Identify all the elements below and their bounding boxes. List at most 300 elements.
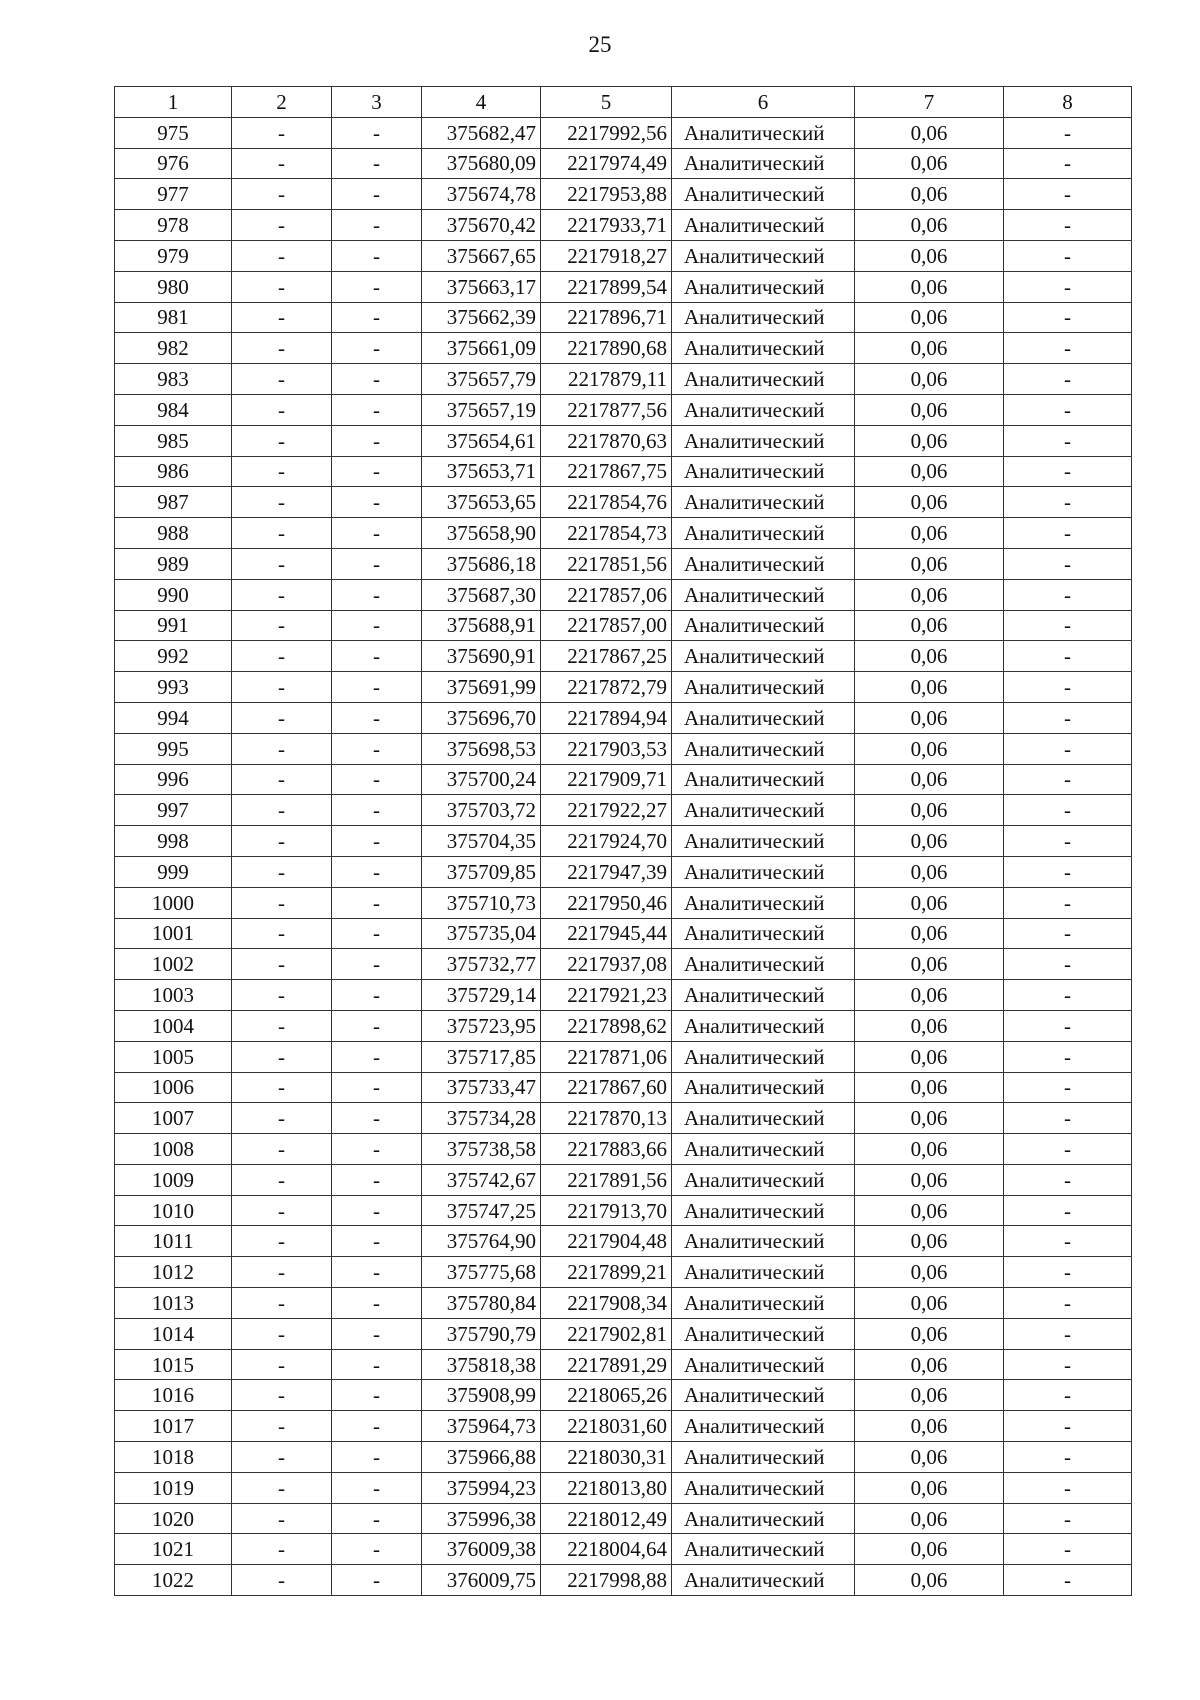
column-8-value-cell: - <box>1004 856 1132 887</box>
table-row <box>115 271 1132 302</box>
column-8-value-cell: - <box>1004 1472 1132 1503</box>
accuracy-cell: 0,06 <box>855 487 1004 518</box>
column-8-value-cell: - <box>1004 764 1132 795</box>
method-cell: Аналитический <box>672 425 855 456</box>
column-3-value-cell: - <box>332 302 422 333</box>
table-row <box>115 117 1132 148</box>
y-coordinate-cell: 2217870,63 <box>541 425 672 456</box>
column-3-value-cell: - <box>332 394 422 425</box>
table-row <box>115 949 1132 980</box>
column-2-value-cell: - <box>232 1226 332 1257</box>
point-number-cell: 1013 <box>115 1288 232 1319</box>
method-cell: Аналитический <box>672 487 855 518</box>
column-header-7: 7 <box>855 87 1004 118</box>
x-coordinate-cell: 375709,85 <box>422 856 541 887</box>
column-3-value-cell: - <box>332 271 422 302</box>
column-3-value-cell: - <box>332 240 422 271</box>
table-row <box>115 1318 1132 1349</box>
column-8-value-cell: - <box>1004 148 1132 179</box>
y-coordinate-cell: 2217921,23 <box>541 980 672 1011</box>
accuracy-cell: 0,06 <box>855 1226 1004 1257</box>
column-8-value-cell: - <box>1004 333 1132 364</box>
column-2-value-cell: - <box>232 117 332 148</box>
column-2-value-cell: - <box>232 1472 332 1503</box>
accuracy-cell: 0,06 <box>855 1072 1004 1103</box>
column-2-value-cell: - <box>232 1164 332 1195</box>
method-cell: Аналитический <box>672 1565 855 1596</box>
table-row <box>115 1534 1132 1565</box>
method-cell: Аналитический <box>672 1226 855 1257</box>
column-2-value-cell: - <box>232 1565 332 1596</box>
accuracy-cell: 0,06 <box>855 579 1004 610</box>
method-cell: Аналитический <box>672 117 855 148</box>
accuracy-cell: 0,06 <box>855 148 1004 179</box>
column-2-value-cell: - <box>232 1288 332 1319</box>
x-coordinate-cell: 375764,90 <box>422 1226 541 1257</box>
accuracy-cell: 0,06 <box>855 240 1004 271</box>
y-coordinate-cell: 2218065,26 <box>541 1380 672 1411</box>
column-3-value-cell: - <box>332 1349 422 1380</box>
column-3-value-cell: - <box>332 610 422 641</box>
x-coordinate-cell: 375738,58 <box>422 1134 541 1165</box>
column-header-4: 4 <box>422 87 541 118</box>
table-row <box>115 579 1132 610</box>
x-coordinate-cell: 375996,38 <box>422 1503 541 1534</box>
method-cell: Аналитический <box>672 1041 855 1072</box>
method-cell: Аналитический <box>672 641 855 672</box>
column-2-value-cell: - <box>232 1534 332 1565</box>
accuracy-cell: 0,06 <box>855 672 1004 703</box>
y-coordinate-cell: 2217974,49 <box>541 148 672 179</box>
accuracy-cell: 0,06 <box>855 1565 1004 1596</box>
y-coordinate-cell: 2217867,25 <box>541 641 672 672</box>
table-header-row <box>115 87 1132 118</box>
column-8-value-cell: - <box>1004 1503 1132 1534</box>
table-row <box>115 672 1132 703</box>
accuracy-cell: 0,06 <box>855 302 1004 333</box>
y-coordinate-cell: 2217918,27 <box>541 240 672 271</box>
table-row <box>115 364 1132 395</box>
x-coordinate-cell: 375723,95 <box>422 1010 541 1041</box>
table-row <box>115 240 1132 271</box>
method-cell: Аналитический <box>672 856 855 887</box>
column-3-value-cell: - <box>332 1164 422 1195</box>
point-number-cell: 1019 <box>115 1472 232 1503</box>
table-row <box>115 733 1132 764</box>
method-cell: Аналитический <box>672 795 855 826</box>
column-2-value-cell: - <box>232 764 332 795</box>
column-8-value-cell: - <box>1004 1072 1132 1103</box>
accuracy-cell: 0,06 <box>855 1442 1004 1473</box>
column-3-value-cell: - <box>332 364 422 395</box>
column-2-value-cell: - <box>232 394 332 425</box>
method-cell: Аналитический <box>672 610 855 641</box>
column-8-value-cell: - <box>1004 610 1132 641</box>
table-row <box>115 1226 1132 1257</box>
accuracy-cell: 0,06 <box>855 1288 1004 1319</box>
table-row <box>115 333 1132 364</box>
point-number-cell: 975 <box>115 117 232 148</box>
y-coordinate-cell: 2217950,46 <box>541 887 672 918</box>
x-coordinate-cell: 375680,09 <box>422 148 541 179</box>
x-coordinate-cell: 375733,47 <box>422 1072 541 1103</box>
y-coordinate-cell: 2218012,49 <box>541 1503 672 1534</box>
x-coordinate-cell: 375687,30 <box>422 579 541 610</box>
column-3-value-cell: - <box>332 579 422 610</box>
column-header-5: 5 <box>541 87 672 118</box>
column-8-value-cell: - <box>1004 733 1132 764</box>
accuracy-cell: 0,06 <box>855 610 1004 641</box>
point-number-cell: 1017 <box>115 1411 232 1442</box>
column-3-value-cell: - <box>332 949 422 980</box>
method-cell: Аналитический <box>672 764 855 795</box>
x-coordinate-cell: 375682,47 <box>422 117 541 148</box>
method-cell: Аналитический <box>672 1411 855 1442</box>
point-number-cell: 999 <box>115 856 232 887</box>
column-2-value-cell: - <box>232 425 332 456</box>
point-number-cell: 1001 <box>115 918 232 949</box>
point-number-cell: 997 <box>115 795 232 826</box>
y-coordinate-cell: 2217909,71 <box>541 764 672 795</box>
column-header-8: 8 <box>1004 87 1132 118</box>
column-8-value-cell: - <box>1004 1103 1132 1134</box>
method-cell: Аналитический <box>672 179 855 210</box>
x-coordinate-cell: 375994,23 <box>422 1472 541 1503</box>
column-8-value-cell: - <box>1004 1257 1132 1288</box>
column-2-value-cell: - <box>232 1103 332 1134</box>
column-8-value-cell: - <box>1004 394 1132 425</box>
x-coordinate-cell: 375657,79 <box>422 364 541 395</box>
x-coordinate-cell: 375667,65 <box>422 240 541 271</box>
point-number-cell: 984 <box>115 394 232 425</box>
column-2-value-cell: - <box>232 271 332 302</box>
column-2-value-cell: - <box>232 518 332 549</box>
accuracy-cell: 0,06 <box>855 826 1004 857</box>
column-header-3: 3 <box>332 87 422 118</box>
x-coordinate-cell: 375908,99 <box>422 1380 541 1411</box>
method-cell: Аналитический <box>672 1472 855 1503</box>
point-number-cell: 1011 <box>115 1226 232 1257</box>
point-number-cell: 1016 <box>115 1380 232 1411</box>
column-8-value-cell: - <box>1004 672 1132 703</box>
column-3-value-cell: - <box>332 1134 422 1165</box>
column-3-value-cell: - <box>332 887 422 918</box>
column-2-value-cell: - <box>232 949 332 980</box>
column-3-value-cell: - <box>332 826 422 857</box>
column-8-value-cell: - <box>1004 210 1132 241</box>
y-coordinate-cell: 2217854,73 <box>541 518 672 549</box>
table-row <box>115 1565 1132 1596</box>
x-coordinate-cell: 375732,77 <box>422 949 541 980</box>
x-coordinate-cell: 375698,53 <box>422 733 541 764</box>
accuracy-cell: 0,06 <box>855 394 1004 425</box>
column-2-value-cell: - <box>232 1503 332 1534</box>
method-cell: Аналитический <box>672 240 855 271</box>
column-8-value-cell: - <box>1004 179 1132 210</box>
table-row <box>115 641 1132 672</box>
y-coordinate-cell: 2217857,00 <box>541 610 672 641</box>
x-coordinate-cell: 375704,35 <box>422 826 541 857</box>
y-coordinate-cell: 2217908,34 <box>541 1288 672 1319</box>
y-coordinate-cell: 2218013,80 <box>541 1472 672 1503</box>
column-3-value-cell: - <box>332 210 422 241</box>
accuracy-cell: 0,06 <box>855 918 1004 949</box>
column-3-value-cell: - <box>332 333 422 364</box>
accuracy-cell: 0,06 <box>855 548 1004 579</box>
column-2-value-cell: - <box>232 1411 332 1442</box>
method-cell: Аналитический <box>672 210 855 241</box>
y-coordinate-cell: 2217899,21 <box>541 1257 672 1288</box>
column-8-value-cell: - <box>1004 1134 1132 1165</box>
column-3-value-cell: - <box>332 425 422 456</box>
column-2-value-cell: - <box>232 1010 332 1041</box>
column-8-value-cell: - <box>1004 1565 1132 1596</box>
table-row <box>115 764 1132 795</box>
column-8-value-cell: - <box>1004 1164 1132 1195</box>
x-coordinate-cell: 375688,91 <box>422 610 541 641</box>
y-coordinate-cell: 2217896,71 <box>541 302 672 333</box>
column-3-value-cell: - <box>332 1411 422 1442</box>
column-2-value-cell: - <box>232 1257 332 1288</box>
column-3-value-cell: - <box>332 1380 422 1411</box>
accuracy-cell: 0,06 <box>855 641 1004 672</box>
column-3-value-cell: - <box>332 1195 422 1226</box>
table-row <box>115 1380 1132 1411</box>
y-coordinate-cell: 2218031,60 <box>541 1411 672 1442</box>
point-number-cell: 1020 <box>115 1503 232 1534</box>
column-2-value-cell: - <box>232 240 332 271</box>
point-number-cell: 1008 <box>115 1134 232 1165</box>
y-coordinate-cell: 2217899,54 <box>541 271 672 302</box>
method-cell: Аналитический <box>672 1072 855 1103</box>
accuracy-cell: 0,06 <box>855 456 1004 487</box>
column-header-1: 1 <box>115 87 232 118</box>
column-8-value-cell: - <box>1004 487 1132 518</box>
column-8-value-cell: - <box>1004 271 1132 302</box>
table-row <box>115 1442 1132 1473</box>
accuracy-cell: 0,06 <box>855 1134 1004 1165</box>
x-coordinate-cell: 375703,72 <box>422 795 541 826</box>
point-number-cell: 1002 <box>115 949 232 980</box>
column-2-value-cell: - <box>232 1072 332 1103</box>
method-cell: Аналитический <box>672 333 855 364</box>
table-row <box>115 1288 1132 1319</box>
column-3-value-cell: - <box>332 702 422 733</box>
y-coordinate-cell: 2217894,94 <box>541 702 672 733</box>
table-row <box>115 302 1132 333</box>
method-cell: Аналитический <box>672 394 855 425</box>
method-cell: Аналитический <box>672 1010 855 1041</box>
x-coordinate-cell: 375670,42 <box>422 210 541 241</box>
table-row <box>115 887 1132 918</box>
method-cell: Аналитический <box>672 1134 855 1165</box>
column-2-value-cell: - <box>232 733 332 764</box>
y-coordinate-cell: 2217877,56 <box>541 394 672 425</box>
point-number-cell: 988 <box>115 518 232 549</box>
method-cell: Аналитический <box>672 271 855 302</box>
column-3-value-cell: - <box>332 856 422 887</box>
accuracy-cell: 0,06 <box>855 733 1004 764</box>
x-coordinate-cell: 375691,99 <box>422 672 541 703</box>
column-3-value-cell: - <box>332 1565 422 1596</box>
table-row <box>115 1195 1132 1226</box>
column-8-value-cell: - <box>1004 1349 1132 1380</box>
column-8-value-cell: - <box>1004 425 1132 456</box>
y-coordinate-cell: 2217870,13 <box>541 1103 672 1134</box>
column-2-value-cell: - <box>232 179 332 210</box>
x-coordinate-cell: 375662,39 <box>422 302 541 333</box>
accuracy-cell: 0,06 <box>855 210 1004 241</box>
column-8-value-cell: - <box>1004 887 1132 918</box>
accuracy-cell: 0,06 <box>855 1349 1004 1380</box>
x-coordinate-cell: 375710,73 <box>422 887 541 918</box>
accuracy-cell: 0,06 <box>855 271 1004 302</box>
column-3-value-cell: - <box>332 795 422 826</box>
x-coordinate-cell: 375734,28 <box>422 1103 541 1134</box>
y-coordinate-cell: 2217857,06 <box>541 579 672 610</box>
column-8-value-cell: - <box>1004 1442 1132 1473</box>
table-row <box>115 1349 1132 1380</box>
point-number-cell: 995 <box>115 733 232 764</box>
column-2-value-cell: - <box>232 795 332 826</box>
column-3-value-cell: - <box>332 117 422 148</box>
column-8-value-cell: - <box>1004 1195 1132 1226</box>
accuracy-cell: 0,06 <box>855 764 1004 795</box>
column-2-value-cell: - <box>232 1195 332 1226</box>
accuracy-cell: 0,06 <box>855 518 1004 549</box>
column-3-value-cell: - <box>332 1103 422 1134</box>
column-3-value-cell: - <box>332 1472 422 1503</box>
column-8-value-cell: - <box>1004 1380 1132 1411</box>
method-cell: Аналитический <box>672 949 855 980</box>
y-coordinate-cell: 2217924,70 <box>541 826 672 857</box>
method-cell: Аналитический <box>672 887 855 918</box>
column-8-value-cell: - <box>1004 1041 1132 1072</box>
accuracy-cell: 0,06 <box>855 702 1004 733</box>
column-8-value-cell: - <box>1004 1318 1132 1349</box>
column-8-value-cell: - <box>1004 826 1132 857</box>
column-3-value-cell: - <box>332 672 422 703</box>
column-8-value-cell: - <box>1004 240 1132 271</box>
table-row <box>115 856 1132 887</box>
method-cell: Аналитический <box>672 1349 855 1380</box>
point-number-cell: 1021 <box>115 1534 232 1565</box>
column-2-value-cell: - <box>232 364 332 395</box>
accuracy-cell: 0,06 <box>855 949 1004 980</box>
column-3-value-cell: - <box>332 1318 422 1349</box>
column-8-value-cell: - <box>1004 795 1132 826</box>
x-coordinate-cell: 375657,19 <box>422 394 541 425</box>
accuracy-cell: 0,06 <box>855 1534 1004 1565</box>
column-3-value-cell: - <box>332 1288 422 1319</box>
table-row <box>115 1472 1132 1503</box>
column-2-value-cell: - <box>232 548 332 579</box>
table-row <box>115 702 1132 733</box>
point-number-cell: 985 <box>115 425 232 456</box>
point-number-cell: 1018 <box>115 1442 232 1473</box>
table-row <box>115 148 1132 179</box>
point-number-cell: 1005 <box>115 1041 232 1072</box>
column-8-value-cell: - <box>1004 1226 1132 1257</box>
column-8-value-cell: - <box>1004 949 1132 980</box>
column-8-value-cell: - <box>1004 1288 1132 1319</box>
column-3-value-cell: - <box>332 733 422 764</box>
method-cell: Аналитический <box>672 364 855 395</box>
column-3-value-cell: - <box>332 548 422 579</box>
method-cell: Аналитический <box>672 518 855 549</box>
method-cell: Аналитический <box>672 548 855 579</box>
table-row <box>115 980 1132 1011</box>
accuracy-cell: 0,06 <box>855 117 1004 148</box>
column-8-value-cell: - <box>1004 980 1132 1011</box>
column-8-value-cell: - <box>1004 641 1132 672</box>
table-row <box>115 1164 1132 1195</box>
table-row <box>115 1072 1132 1103</box>
table-row <box>115 1503 1132 1534</box>
page-number: 25 <box>588 32 612 57</box>
column-3-value-cell: - <box>332 1534 422 1565</box>
column-8-value-cell: - <box>1004 1411 1132 1442</box>
column-3-value-cell: - <box>332 1257 422 1288</box>
column-3-value-cell: - <box>332 1442 422 1473</box>
y-coordinate-cell: 2217947,39 <box>541 856 672 887</box>
x-coordinate-cell: 375966,88 <box>422 1442 541 1473</box>
accuracy-cell: 0,06 <box>855 1380 1004 1411</box>
column-8-value-cell: - <box>1004 918 1132 949</box>
table-row <box>115 487 1132 518</box>
y-coordinate-cell: 2217903,53 <box>541 733 672 764</box>
column-2-value-cell: - <box>232 487 332 518</box>
column-2-value-cell: - <box>232 579 332 610</box>
method-cell: Аналитический <box>672 918 855 949</box>
column-3-value-cell: - <box>332 764 422 795</box>
column-3-value-cell: - <box>332 487 422 518</box>
column-2-value-cell: - <box>232 826 332 857</box>
point-number-cell: 1012 <box>115 1257 232 1288</box>
x-coordinate-cell: 375663,17 <box>422 271 541 302</box>
method-cell: Аналитический <box>672 1257 855 1288</box>
y-coordinate-cell: 2217913,70 <box>541 1195 672 1226</box>
y-coordinate-cell: 2217879,11 <box>541 364 672 395</box>
column-2-value-cell: - <box>232 1442 332 1473</box>
column-2-value-cell: - <box>232 1380 332 1411</box>
column-2-value-cell: - <box>232 918 332 949</box>
method-cell: Аналитический <box>672 456 855 487</box>
y-coordinate-cell: 2217922,27 <box>541 795 672 826</box>
method-cell: Аналитический <box>672 1164 855 1195</box>
table-row <box>115 1010 1132 1041</box>
accuracy-cell: 0,06 <box>855 856 1004 887</box>
column-3-value-cell: - <box>332 148 422 179</box>
column-2-value-cell: - <box>232 1318 332 1349</box>
x-coordinate-cell: 376009,38 <box>422 1534 541 1565</box>
point-number-cell: 1006 <box>115 1072 232 1103</box>
method-cell: Аналитический <box>672 1288 855 1319</box>
method-cell: Аналитический <box>672 980 855 1011</box>
column-8-value-cell: - <box>1004 302 1132 333</box>
point-number-cell: 983 <box>115 364 232 395</box>
accuracy-cell: 0,06 <box>855 179 1004 210</box>
column-3-value-cell: - <box>332 518 422 549</box>
y-coordinate-cell: 2217998,88 <box>541 1565 672 1596</box>
table-row <box>115 425 1132 456</box>
accuracy-cell: 0,06 <box>855 364 1004 395</box>
column-2-value-cell: - <box>232 672 332 703</box>
accuracy-cell: 0,06 <box>855 1103 1004 1134</box>
point-number-cell: 987 <box>115 487 232 518</box>
method-cell: Аналитический <box>672 1380 855 1411</box>
point-number-cell: 1007 <box>115 1103 232 1134</box>
